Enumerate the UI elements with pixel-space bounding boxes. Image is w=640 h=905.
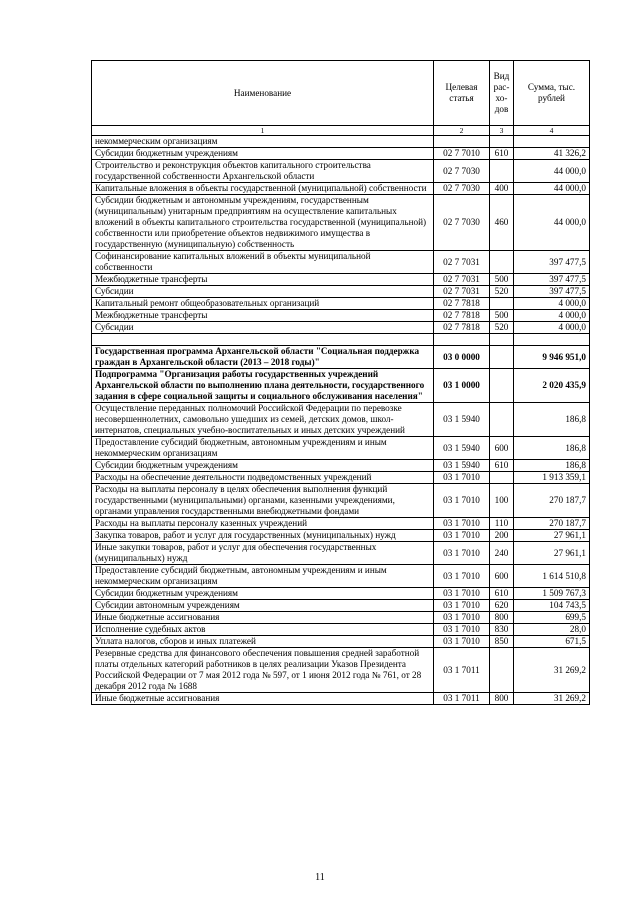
row-name-cell: Субсидии бюджетным учреждениям [92,460,434,472]
row-sum-cell: 27 961,1 [514,530,590,542]
row-name-cell: Межбюджетные трансферты [92,310,434,322]
row-name-cell: Софинансирование капитальных вложений в объекты муниципальной собственности [92,251,434,274]
row-target-article-cell: 02 7 7031 [434,274,490,286]
page-number: 11 [315,872,325,883]
table-row [92,346,590,369]
row-expense-type-cell: 610 [490,460,514,472]
row-name-cell: Субсидии [92,322,434,334]
row-expense-type-cell: 200 [490,530,514,542]
row-expense-type-cell [490,298,514,310]
column-number: 4 [514,126,590,136]
row-target-article-cell: 03 1 7011 [434,693,490,705]
row-name-cell: некоммерческим организациям [92,136,434,148]
table-row [92,530,590,542]
row-name-cell: Субсидии бюджетным учреждениям [92,588,434,600]
table-row [92,612,590,624]
table-row [92,693,590,705]
row-sum-cell: 44 000,0 [514,195,590,251]
row-target-article-cell [434,334,490,346]
table-row [92,600,590,612]
row-target-article-cell: 03 0 0000 [434,346,490,369]
row-sum-cell: 1 913 359,1 [514,472,590,484]
row-name-cell: Субсидии бюджетным учреждениям [92,148,434,160]
row-sum-cell: 28,0 [514,624,590,636]
row-target-article-cell: 02 7 7818 [434,310,490,322]
row-expense-type-cell: 800 [490,612,514,624]
row-expense-type-cell [490,160,514,183]
row-expense-type-cell [490,346,514,369]
row-name-cell: Подпрограмма "Организация работы государственных учреждений Архангельской области по выполнению плана деятельности, государственного задания в сфере социальной защиты и социального обслуживания населения" [92,369,434,403]
row-sum-cell [514,136,590,148]
row-expense-type-cell: 110 [490,518,514,530]
row-target-article-cell [434,136,490,148]
row-expense-type-cell [490,648,514,693]
row-target-article-cell: 02 7 7818 [434,322,490,334]
row-target-article-cell: 03 1 7010 [434,542,490,565]
table-body [92,136,590,705]
row-sum-cell [514,334,590,346]
row-name-cell [92,334,434,346]
row-sum-cell: 270 187,7 [514,484,590,518]
row-sum-cell: 41 326,2 [514,148,590,160]
row-expense-type-cell: 460 [490,195,514,251]
row-target-article-cell: 03 1 7010 [434,600,490,612]
row-target-article-cell: 03 1 7010 [434,472,490,484]
table-row [92,160,590,183]
row-name-cell: Иные закупки товаров, работ и услуг для обеспечения государственных (муниципальных) нужд [92,542,434,565]
row-expense-type-cell: 500 [490,274,514,286]
row-expense-type-cell: 620 [490,600,514,612]
row-sum-cell: 671,5 [514,636,590,648]
row-target-article-cell: 03 1 7010 [434,484,490,518]
table-row [92,183,590,195]
row-target-article-cell: 03 1 7010 [434,518,490,530]
row-target-article-cell: 03 1 5940 [434,437,490,460]
row-name-cell: Закупка товаров, работ и услуг для государственных (муниципальных) нужд [92,530,434,542]
header-expense-type: Вид рас- хо- дов [490,61,514,126]
row-target-article-cell: 03 1 5940 [434,403,490,437]
row-name-cell: Исполнение судебных актов [92,624,434,636]
table-header-row [92,61,590,126]
row-sum-cell: 4 000,0 [514,298,590,310]
row-sum-cell: 186,8 [514,437,590,460]
row-target-article-cell: 03 1 7010 [434,624,490,636]
row-sum-cell: 1 509 767,3 [514,588,590,600]
row-sum-cell: 397 477,5 [514,286,590,298]
row-target-article-cell: 02 7 7818 [434,298,490,310]
row-name-cell: Строительство и реконструкция объектов капитального строительства государственной собственности Архангельской области [92,160,434,183]
row-sum-cell: 44 000,0 [514,183,590,195]
row-target-article-cell: 03 1 7010 [434,612,490,624]
table-row [92,369,590,403]
row-expense-type-cell: 600 [490,437,514,460]
row-name-cell: Субсидии бюджетным и автономным учреждениям, государственным (муниципальным) унитарным предприятиям на осуществление капитальных вложений в объекты капитального строительства государственной (муниципальной) собственности или приобретение объектов недвижимого имущества в государственную (муниципальную) собственность [92,195,434,251]
row-name-cell: Расходы на выплаты персоналу в целях обеспечения выполнения функций государственными (муниципальными) органами, казенными учреждениями, органами управления государственными внебюджетными фондами [92,484,434,518]
row-expense-type-cell: 400 [490,183,514,195]
row-target-article-cell: 03 1 5940 [434,460,490,472]
row-expense-type-cell: 830 [490,624,514,636]
table-row [92,251,590,274]
row-expense-type-cell [490,369,514,403]
row-sum-cell: 104 743,5 [514,600,590,612]
table-row [92,148,590,160]
row-name-cell: Резервные средства для финансового обеспечения повышения средней заработной платы отдельных категорий работников в целях реализации Указов Президента Российской Федерации от 7 мая 2012 года № 597, от 1 июня 2012 года № 761, от 28 декабря 2012 года № 1688 [92,648,434,693]
row-sum-cell: 31 269,2 [514,693,590,705]
table-row [92,648,590,693]
row-target-article-cell: 03 1 0000 [434,369,490,403]
row-expense-type-cell: 240 [490,542,514,565]
table-row [92,542,590,565]
row-expense-type-cell: 520 [490,286,514,298]
row-expense-type-cell: 500 [490,310,514,322]
table-row [92,624,590,636]
table-row [92,472,590,484]
table-row [92,460,590,472]
row-target-article-cell: 02 7 7031 [434,286,490,298]
row-sum-cell: 186,8 [514,403,590,437]
row-name-cell: Уплата налогов, сборов и иных платежей [92,636,434,648]
budget-table [91,60,590,705]
row-name-cell: Иные бюджетные ассигнования [92,693,434,705]
row-target-article-cell: 03 1 7011 [434,648,490,693]
table-row [92,588,590,600]
row-name-cell: Осуществление переданных полномочий Российской Федерации по перевозке несовершеннолетних, самовольно ушедших из семей, детских домов, школ-интернатов, специальных учебно-воспитательных и иных детских учреждений [92,403,434,437]
row-sum-cell: 397 477,5 [514,251,590,274]
row-sum-cell: 4 000,0 [514,310,590,322]
row-sum-cell: 9 946 951,0 [514,346,590,369]
row-sum-cell: 4 000,0 [514,322,590,334]
row-expense-type-cell: 610 [490,588,514,600]
row-target-article-cell: 02 7 7031 [434,251,490,274]
row-target-article-cell: 03 1 7010 [434,530,490,542]
table-row [92,565,590,588]
row-target-article-cell: 02 7 7030 [434,195,490,251]
row-sum-cell: 31 269,2 [514,648,590,693]
table-row [92,518,590,530]
table-row [92,195,590,251]
row-expense-type-cell: 600 [490,565,514,588]
row-sum-cell: 270 187,7 [514,518,590,530]
row-sum-cell: 397 477,5 [514,274,590,286]
row-name-cell: Субсидии [92,286,434,298]
header-name: Наименование [92,61,434,126]
table-row [92,437,590,460]
header-sum: Сумма, тыс. рублей [514,61,590,126]
column-number: 3 [490,126,514,136]
row-expense-type-cell: 100 [490,484,514,518]
row-name-cell: Субсидии автономным учреждениям [92,600,434,612]
table-row [92,310,590,322]
row-sum-cell: 2 020 435,9 [514,369,590,403]
row-expense-type-cell [490,403,514,437]
row-name-cell: Предоставление субсидий бюджетным, автономным учреждениям и иным некоммерческим организациям [92,437,434,460]
row-expense-type-cell [490,251,514,274]
row-expense-type-cell: 800 [490,693,514,705]
row-sum-cell: 1 614 510,8 [514,565,590,588]
row-expense-type-cell [490,136,514,148]
row-expense-type-cell: 520 [490,322,514,334]
column-number-row [92,126,590,136]
table-row [92,286,590,298]
row-name-cell: Расходы на обеспечение деятельности подведомственных учреждений [92,472,434,484]
table-row [92,136,590,148]
table-row [92,403,590,437]
row-name-cell: Государственная программа Архангельской области "Социальная поддержка граждан в Архангельской области (2013 – 2018 годы)" [92,346,434,369]
row-name-cell: Капитальный ремонт общеобразовательных организаций [92,298,434,310]
row-sum-cell: 186,8 [514,460,590,472]
row-sum-cell: 27 961,1 [514,542,590,565]
row-name-cell: Расходы на выплаты персоналу казенных учреждений [92,518,434,530]
header-target-article: Целевая статья [434,61,490,126]
row-expense-type-cell [490,334,514,346]
row-target-article-cell: 02 7 7030 [434,160,490,183]
row-expense-type-cell: 610 [490,148,514,160]
column-number: 1 [92,126,434,136]
row-name-cell: Предоставление субсидий бюджетным, автономным учреждениям и иным некоммерческим организациям [92,565,434,588]
column-number: 2 [434,126,490,136]
row-target-article-cell: 03 1 7010 [434,588,490,600]
table-row [92,636,590,648]
table-row [92,274,590,286]
row-name-cell: Капитальные вложения в объекты государственной (муниципальной) собственности [92,183,434,195]
row-target-article-cell: 02 7 7010 [434,148,490,160]
row-target-article-cell: 03 1 7010 [434,636,490,648]
row-name-cell: Иные бюджетные ассигнования [92,612,434,624]
table-row [92,298,590,310]
table-row [92,484,590,518]
table-row [92,334,590,346]
row-expense-type-cell [490,472,514,484]
row-expense-type-cell: 850 [490,636,514,648]
row-sum-cell: 44 000,0 [514,160,590,183]
row-target-article-cell: 02 7 7030 [434,183,490,195]
row-target-article-cell: 03 1 7010 [434,565,490,588]
row-name-cell: Межбюджетные трансферты [92,274,434,286]
table-row [92,322,590,334]
row-sum-cell: 699,5 [514,612,590,624]
